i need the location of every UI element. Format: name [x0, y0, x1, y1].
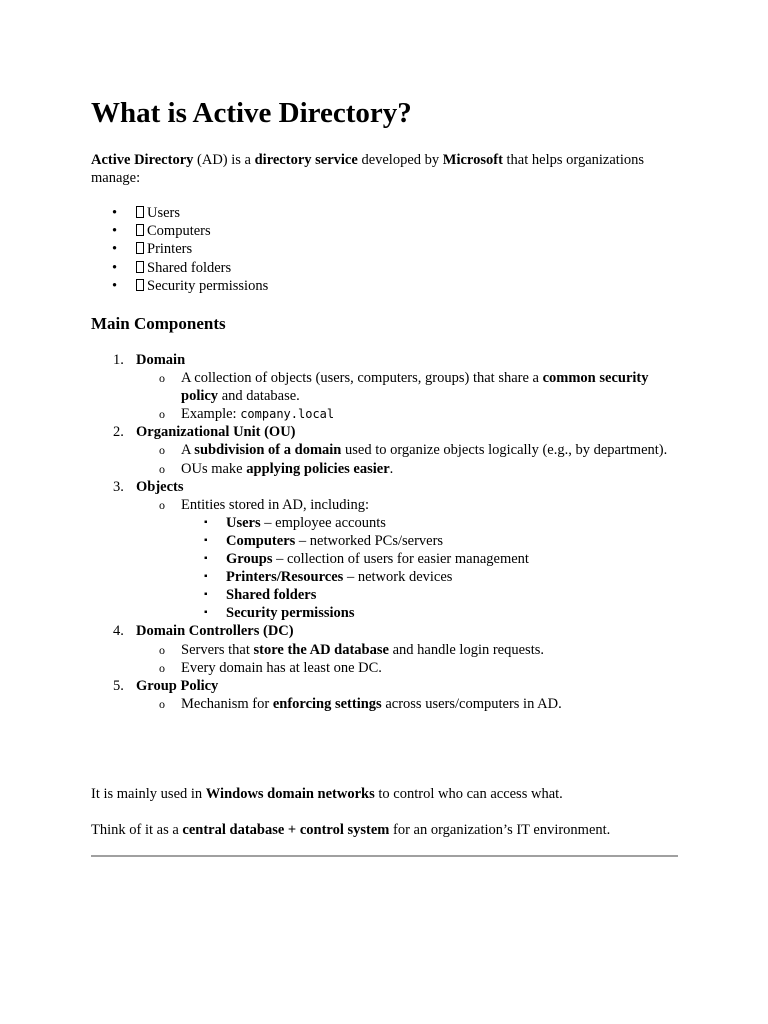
- list-item: • Users: [91, 204, 268, 222]
- summary-paragraph: Think of it as a central database + control system for an organization’s IT environment.: [91, 822, 611, 838]
- missing-glyph-icon: [136, 242, 144, 254]
- list-item: o Mechanism for enforcing settings across users/computers in AD.: [159, 695, 562, 712]
- list-item: ▪ Users – employee accounts: [204, 514, 386, 531]
- list-item: ▪ Computers – networked PCs/servers: [204, 532, 444, 549]
- list-item: ▪ Printers/Resources – network devices: [204, 569, 453, 586]
- list-item: ▪ Groups – collection of users for easier management: [204, 551, 529, 568]
- list-item: ▪ Security permissions: [204, 605, 355, 622]
- missing-glyph-icon: [136, 206, 144, 218]
- components-list: [91, 351, 681, 713]
- inline-code: company.local: [240, 407, 335, 422]
- missing-glyph-icon: [136, 261, 144, 273]
- list-item: • Shared folders: [91, 259, 268, 277]
- list-item: • Security permissions: [91, 277, 268, 295]
- component-domain: 1. Domain: [113, 352, 186, 368]
- horizontal-rule: [91, 855, 678, 857]
- list-item: o A subdivision of a domain used to organize objects logically (e.g., by department).: [159, 442, 668, 459]
- missing-glyph-icon: [136, 279, 144, 291]
- list-item: o Every domain has at least one DC.: [159, 659, 382, 676]
- list-item: • Printers: [91, 240, 268, 258]
- closing-paragraph: It is mainly used in Windows domain networks to control who can access what.: [91, 786, 563, 802]
- section-heading: Main Components: [91, 314, 226, 333]
- list-item: o Servers that store the AD database and handle login requests.: [159, 641, 544, 658]
- missing-glyph-icon: [136, 224, 144, 236]
- component-group-policy: 5. Group Policy: [113, 677, 219, 694]
- intro-paragraph: Active Directory (AD) is a directory service developed by Microsoft that helps organizations manage:: [91, 152, 644, 186]
- component-domain-controllers: 4. Domain Controllers (DC): [113, 623, 294, 640]
- list-item: o Example: company.local: [159, 406, 335, 423]
- component-objects: 3. Objects: [113, 478, 184, 495]
- list-item: o A collection of objects (users, computers, groups) that share a common security policy and database.: [159, 370, 649, 405]
- list-item: • Computers: [91, 222, 268, 240]
- managed-items-list: [91, 204, 268, 295]
- component-ou: 2. Organizational Unit (OU): [113, 424, 296, 441]
- page-title: What is Active Directory?: [91, 97, 412, 129]
- list-item: ▪ Shared folders: [204, 587, 317, 604]
- list-item: o Entities stored in AD, including:: [159, 496, 370, 513]
- list-item: o OUs make applying policies easier.: [159, 460, 394, 477]
